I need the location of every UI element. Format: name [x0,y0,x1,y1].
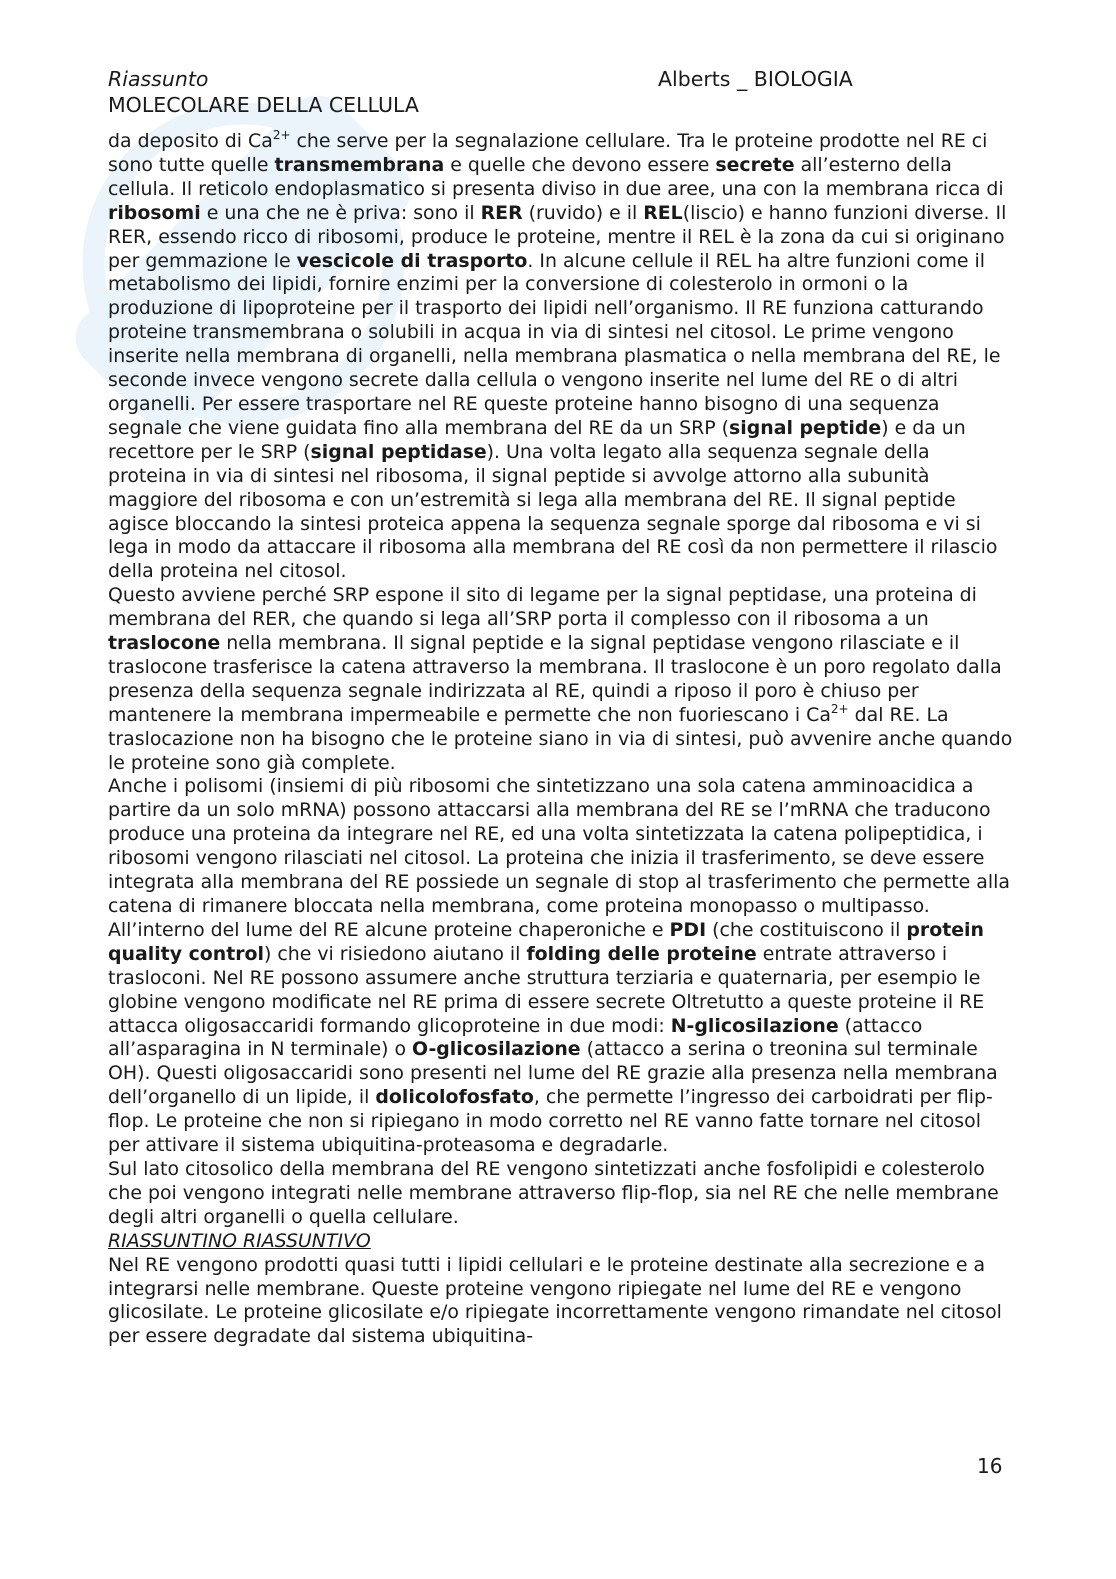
bold-term: PDI [669,918,707,941]
bold-term: ribosomi [108,201,201,224]
bold-term: transmembrana [274,153,445,176]
text-run: Sul lato citosolico della membrana del RE vengono sintetizzati anche fosfolipidi e colesterolo che poi vengono integrati nelle membrane attraverso flip-flop, sia nel RE che nelle membrane degli altri organelli o quella cellulare. [108,1157,999,1228]
paragraph-list [108,130,1014,1230]
superscript-text: 2+ [272,128,291,142]
bold-term: O-glicosilazione [412,1038,581,1061]
page-header [108,66,1008,118]
section-heading: RIASSUNTINO RIASSUNTIVO [108,1229,371,1252]
text-run: Questo avviene perché SRP espone il sito di legame per la signal peptidase, una proteina di membrana del RER, che quando si lega all’SRP porta il complesso con il ribosoma a un [108,584,977,631]
text-run: Anche i polisomi (insiemi di più ribosomi che sintetizzano una sola catena amminoacidica a partire da un solo mRNA) possono attaccarsi alla membrana del RE se l’mRNA che traducono produce una proteina da integrare nel RE, ed una volta sintetizzata la catena polipeptidica, i ribosomi vengono rilasciati nel citosol. La proteina che inizia il trasferimento, se deve essere integrata alla membrana del RE possiede un segnale di stop al trasferimento che permette alla catena di rimanere bloccata nella membrana, come proteina monopasso o multipasso. [108,775,1010,917]
bold-term: folding delle proteine [526,942,757,965]
bold-term: traslocone [108,632,221,655]
body-paragraph [108,1158,1014,1230]
bold-term: RER [480,201,523,224]
document-body [108,130,1014,1349]
superscript-text: 2+ [830,701,849,716]
text-run: e quelle che devono essere [444,153,716,176]
text-run: (ruvido) e il [522,201,644,224]
bold-term: N-glicosilazione [670,1014,839,1037]
text-run: ). Una volta legato alla sequenza segnale della proteina in via di sintesi nel ribosoma, il signal peptide si avvolge attorno alla subunità maggiore del ribosoma e con un’estremità si lega alla membrana del RE. Il signal peptide agisce bloccando la sintesi proteica appena la sequenza segnale sporge dal ribosoma e vi si lega in modo da attaccare il ribosoma alla membrana del RE così da non permettere il rilascio della proteina nel citosol. [108,440,998,583]
text-run: da deposito di Ca [108,130,273,152]
text-run: (attacco all’asparagina in N terminale) o [108,1014,923,1061]
header-left-subtitle: MOLECOLARE DELLA CELLULA [108,93,419,117]
bold-term: signal peptide [729,416,882,439]
body-paragraph [108,919,1014,1158]
bold-term: REL [643,201,683,224]
body-paragraph [108,775,1014,918]
text-run: ) e da un recettore per le SRP ( [108,416,966,463]
bold-term: secrete [715,153,795,176]
text-run: e una che ne è priva: sono il [200,201,481,224]
text-run: (che costituiscono il [706,918,907,941]
text-run: . In alcune cellule il REL ha altre funzioni come il metabolismo dei lipidi, fornire enzimi per la conversione di colesterolo in ormoni o la produzione di lipoproteine per il trasporto dei lipidi nell’organismo. Il RE funziona catturando proteine transmembrana o solubili in acqua in via di sintesi nel citosol. Le prime vengono inserite nella membrana di organelli, nella membrana plasmatica o nella membrana del RE, le seconde invece vengono secrete dalla cellula o vengono inserite nel lume del RE o di altri organelli. Per essere trasportare nel RE queste proteine hanno bisogno di una sequenza segnale che viene guidata fino alla membrana del RE da un SRP ( [108,249,1001,439]
header-left-title: Riassunto [108,67,209,91]
text-run: all’esterno della cellula. Il reticolo endoplasmatico si presenta diviso in due aree, una con la membrana ricca di [108,153,1004,200]
text-run: nella membrana. Il signal peptide e la signal peptidase vengono rilasciate e il traslocone trasferisce la catena attraverso la membrana. Il traslocone è un poro regolato dalla presenza della sequenza segnale indirizzata al RE, quindi a riposo il poro è chiuso per mantenere la membrana impermeabile e permette che non fuoriescano i Ca [108,632,1002,726]
text-run: che serve per la segnalazione cellulare. Tra le proteine prodotte nel RE ci sono tutte quelle [108,130,988,176]
page-number: 16 [977,1454,1003,1478]
body-paragraph [108,584,1014,775]
bold-term: vescicole di trasporto [296,249,528,272]
bold-term: protein quality control [108,918,984,965]
text-run: (attacco a serina o treonina sul terminale OH). Questi oligosaccaridi sono presenti nel lume del RE grazie alla presenza nella membrana dell’organello di un lipide, il [108,1038,998,1109]
header-right-title: Alberts _ BIOLOGIA [658,67,853,91]
text-run: ) che vi risiedono aiutano il [264,942,527,965]
text-run: (liscio) e hanno funzioni diverse. Il RER, essendo ricco di ribosomi, produce le proteine, mentre il REL è la zona da cui si originano per gemmazione le [108,201,1007,272]
text-run: entrate attraverso i trasloconi. Nel RE possono assumere anche struttura terziaria e quaternaria, per esempio le globine vengono modificate nel RE prima di essere secrete Oltretutto a queste proteine il RE attacca oligosaccaridi formando glicoproteine in due modi: [108,942,985,1037]
text-run: dal RE. La traslocazione non ha bisogno che le proteine siano in via di sintesi, può avvenire anche quando le proteine sono già complete. [108,703,1013,774]
summary-paragraph: Nel RE vengono prodotti quasi tutti i lipidi cellulari e le proteine destinate alla secrezione e a integrarsi nelle membrane. Queste proteine vengono ripiegate nel lume del RE e vengono glicosilate. Le proteine glicosilate e/o ripiegate incorrettamente vengono rimandate nel citosol per essere degradate dal sistema ubiquitina- [108,1253,1002,1348]
body-paragraph [108,130,1014,584]
text-run: , che permette l’ingresso dei carboidrati per flip-flop. Le proteine che non si ripiegano in modo corretto nel RE vanno fatte tornare nel citosol per attivare il sistema ubiquitina-proteasoma e degradarle. [108,1086,993,1157]
bold-term: dolicolofosfato [375,1086,534,1109]
bold-term: signal peptidase [310,440,487,463]
text-run: All’interno del lume del RE alcune proteine chaperoniche e [108,918,670,941]
